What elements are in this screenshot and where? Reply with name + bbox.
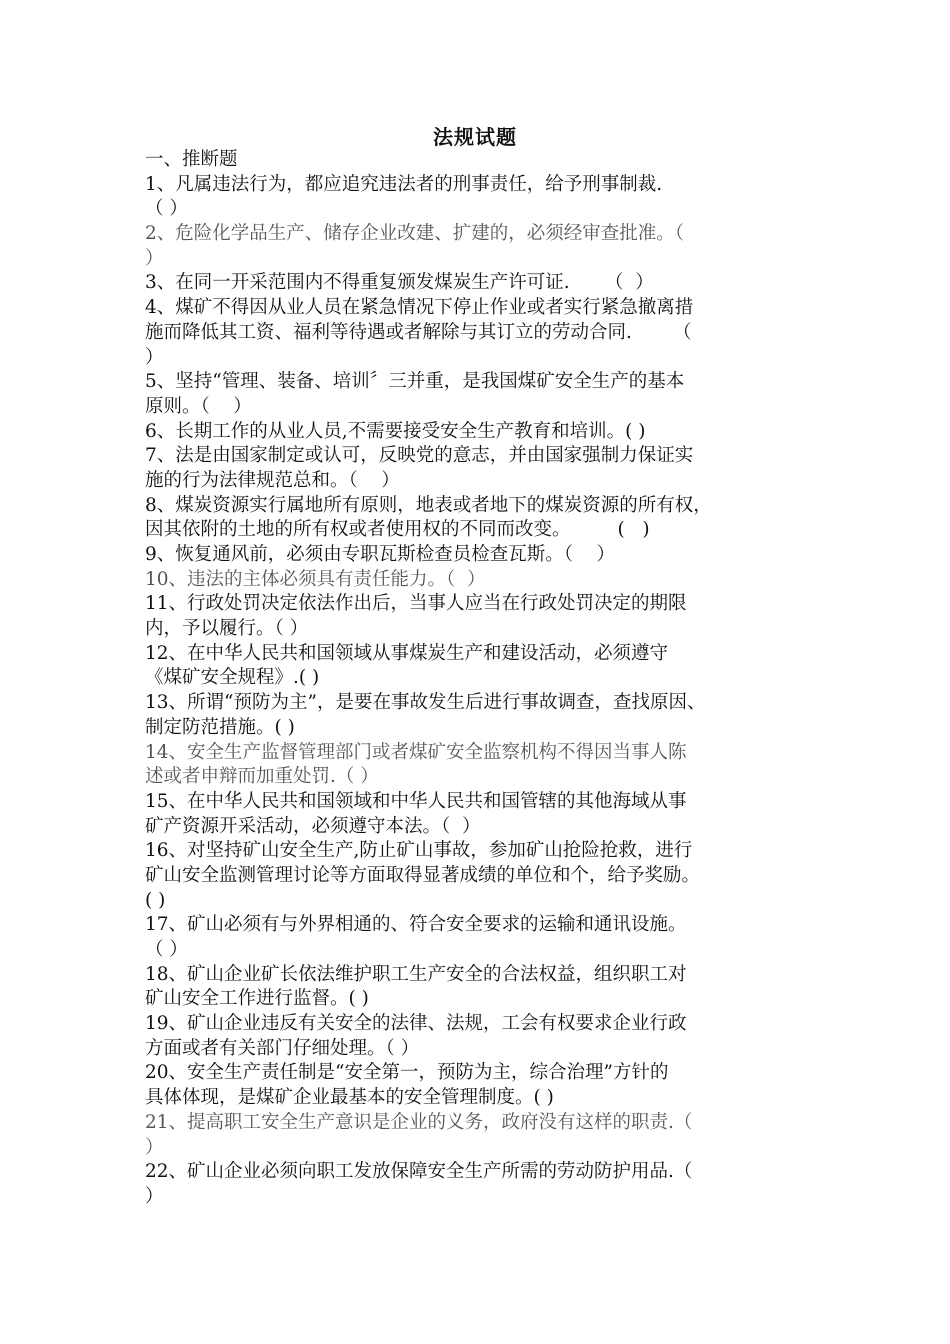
question-line: 9、恢复通风前，必须由专职瓦斯检查员检查瓦斯。（ ） bbox=[145, 544, 616, 565]
question-list bbox=[145, 148, 825, 1210]
question-line: 因其依附的土地的所有权或者使用权的不同而改变。 ( ) bbox=[145, 519, 650, 541]
question-line: ） bbox=[145, 247, 164, 269]
question-line: 4、煤矿不得因从业人员在紧急情况下停止作业或者实行紧急撤离措 bbox=[145, 297, 694, 319]
question-line: （ ） bbox=[145, 939, 188, 960]
question-line: 12、在中华人民共和国领域从事煤炭生产和建设活动，必须遵守 bbox=[145, 642, 669, 664]
question-line: （ ） bbox=[145, 198, 188, 220]
question-line: 矿产资源开采活动，必须遵守本法。（ ） bbox=[145, 815, 481, 837]
question-line: 具体体现，是煤矿企业最基本的安全管理制度。( ) bbox=[145, 1087, 554, 1109]
question-line: 22、矿山企业必须向职工发放保障安全生产所需的劳动防护用品.（ bbox=[145, 1161, 693, 1183]
question-line: 5、坚持“管理、装备、培训〞三并重，是我国煤矿安全生产的基本 bbox=[145, 371, 685, 393]
section-heading: 一、推断题 bbox=[145, 149, 238, 170]
question-line: 21、提高职工安全生产意识是企业的义务，政府没有这样的职责.（ bbox=[145, 1111, 693, 1133]
question-line: 20、安全生产责任制是“安全第一，预防为主，综合治理”方针的 bbox=[145, 1062, 669, 1084]
document-title: 法规试题 bbox=[433, 125, 517, 149]
question-line: 14、安全生产监督管理部门或者煤矿安全监察机构不得因当事人陈 bbox=[145, 741, 687, 763]
question-line: 13、所谓“预防为主”，是要在事故发生后进行事故调查，查找原因、 bbox=[145, 692, 706, 714]
question-line: ） bbox=[145, 1185, 164, 1207]
question-line: 6、长期工作的从业人员,不需要接受安全生产教育和培训。( ) bbox=[145, 420, 646, 442]
question-line: 7、法是由国家制定或认可，反映党的意志，并由国家强制力保证实 bbox=[145, 445, 694, 467]
question-line: 11、行政处罚决定依法作出后，当事人应当在行政处罚决定的期限 bbox=[145, 593, 687, 615]
question-line: 1、凡属违法行为，都应追究违法者的刑事责任，给予刑事制裁. bbox=[145, 173, 663, 195]
question-line: 施而降低其工资、福利等待遇或者解除与其订立的劳动合同. （ bbox=[145, 321, 692, 343]
question-line: 方面或者有关部门仔细处理。（ ） bbox=[145, 1037, 420, 1059]
question-line: 18、矿山企业矿长依法维护职工生产安全的合法权益，组织职工对 bbox=[145, 963, 687, 985]
question-line: 19、矿山企业违反有关安全的法律、法规，工会有权要求企业行政 bbox=[145, 1013, 687, 1035]
question-line: 2、危险化学品生产、储存企业改建、扩建的，必须经审查批准。（ bbox=[145, 223, 685, 245]
question-line: 《煤矿安全规程》.( ) bbox=[145, 667, 320, 689]
question-line: 16、对坚持矿山安全生产,防止矿山事故，参加矿山抢险抢救，进行 bbox=[145, 840, 693, 862]
question-line: 原则。（ ） bbox=[145, 395, 252, 417]
question-line: 矿山安全工作进行监督。( ) bbox=[145, 988, 369, 1010]
question-line: 内，予以履行。（ ） bbox=[145, 618, 309, 640]
question-line: 矿山安全监测管理讨论等方面取得显著成绩的单位和个，给予奖励。 bbox=[145, 864, 701, 886]
question-line: 施的行为法律规范总和。（ ） bbox=[145, 469, 400, 491]
question-line: ( ) bbox=[145, 889, 166, 911]
question-line: 述或者申辩而加重处罚.（ ） bbox=[145, 766, 379, 788]
question-line: 15、在中华人民共和国领域和中华人民共和国管辖的其他海域从事 bbox=[145, 790, 687, 812]
question-line: 10、违法的主体必须具有责任能力。（ ） bbox=[145, 568, 486, 590]
question-line: 制定防范措施。( ) bbox=[145, 716, 295, 738]
question-line: 8、煤炭资源实行属地所有原则，地表或者地下的煤炭资源的所有权， bbox=[145, 494, 712, 516]
question-line: 17、矿山必须有与外界相通的、符合安全要求的运输和通讯设施。 bbox=[145, 914, 687, 936]
question-line: ） bbox=[145, 346, 164, 368]
question-line: 3、在同一开采范围内不得重复颁发煤炭生产许可证. （ ） bbox=[145, 272, 654, 294]
question-line: ） bbox=[145, 1136, 164, 1158]
